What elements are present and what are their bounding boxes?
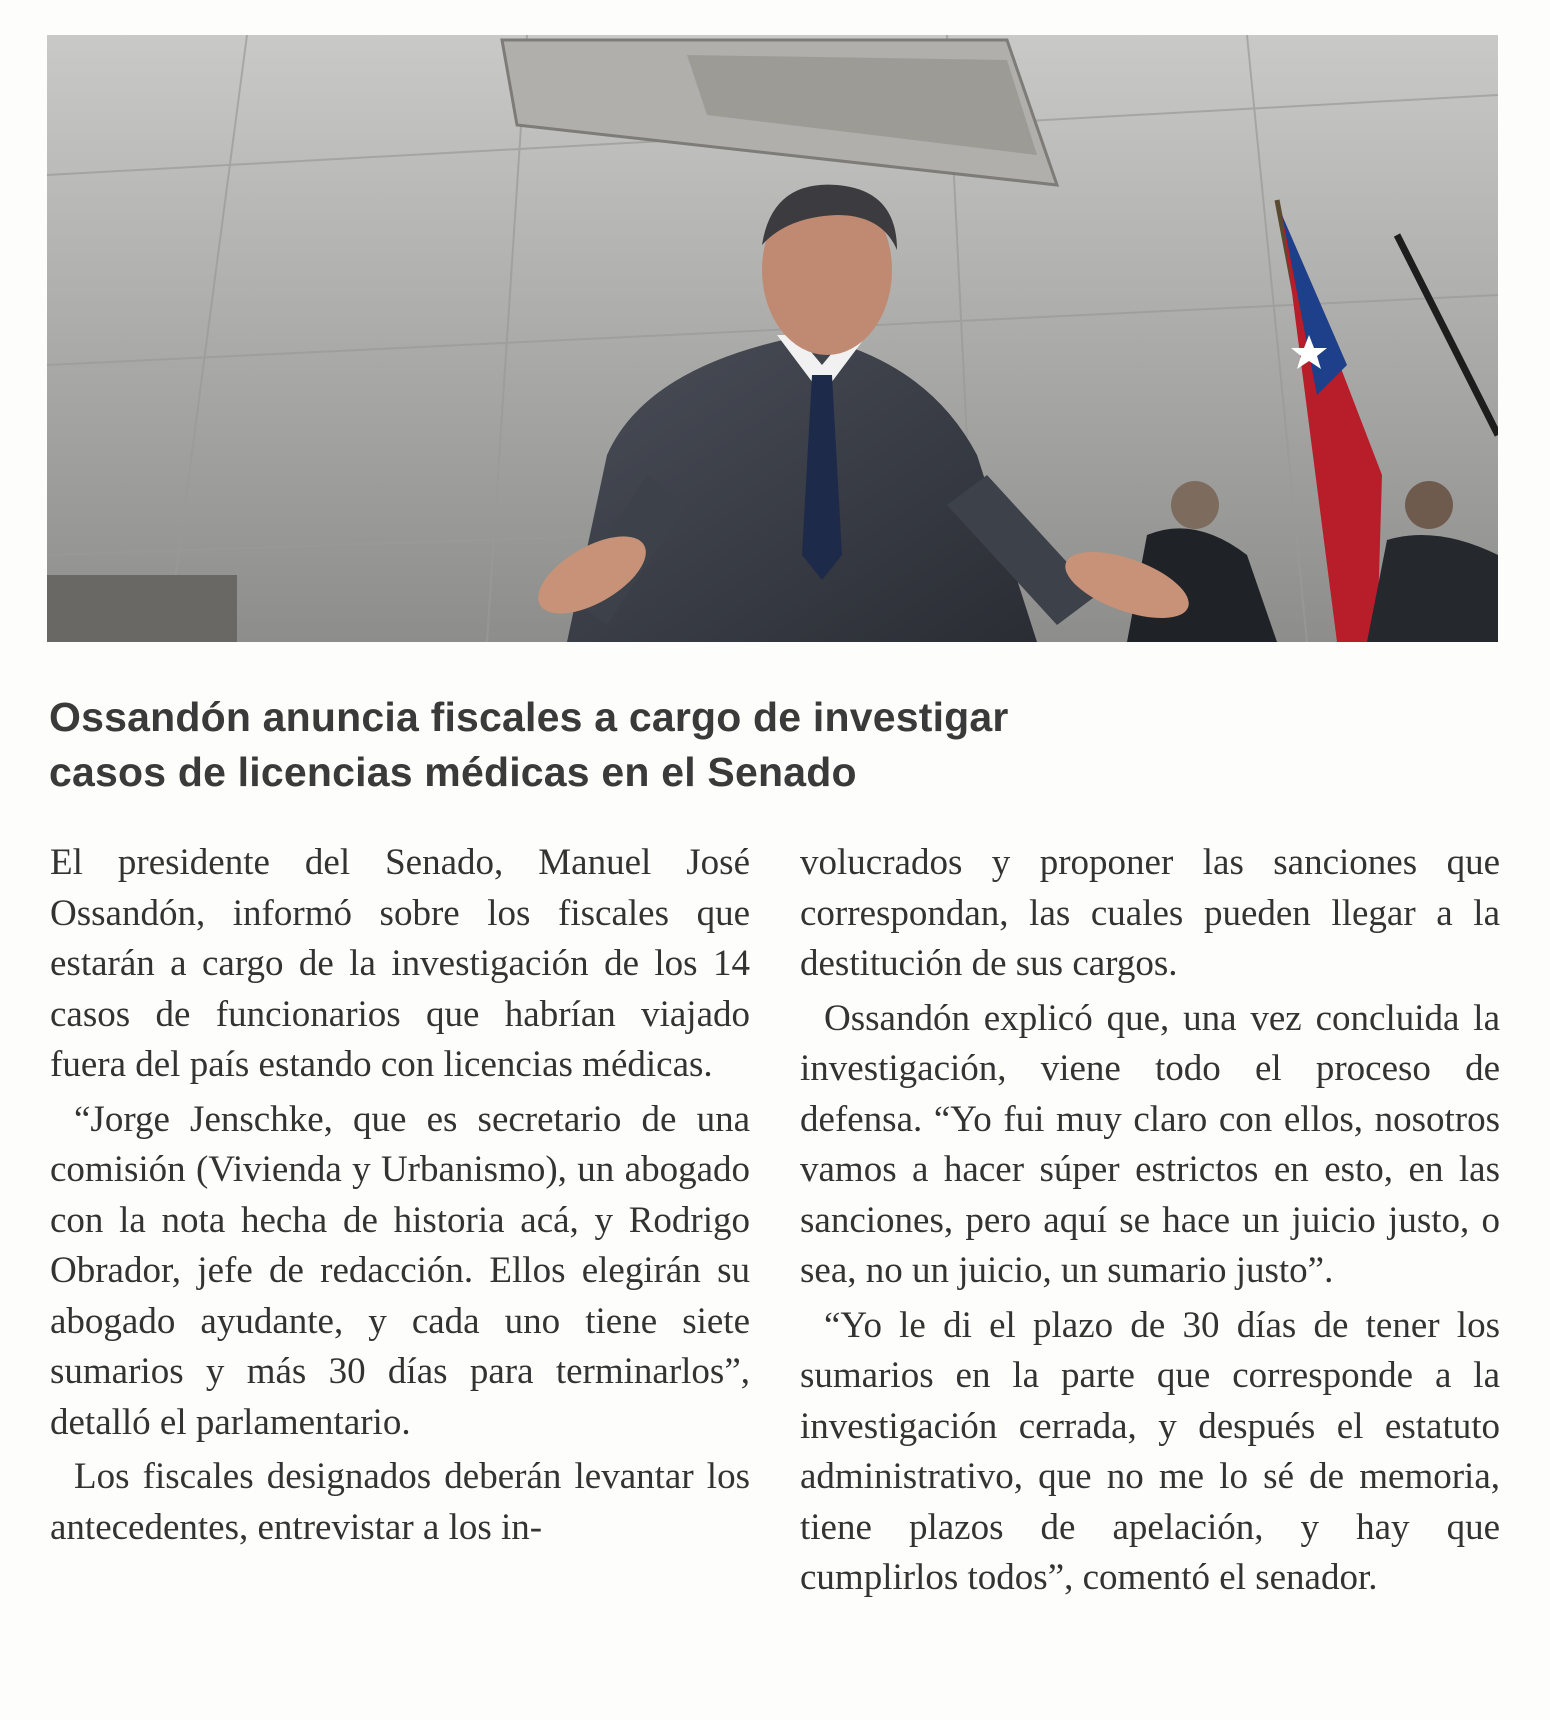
article-column-left — [50, 838, 750, 1553]
article-photo — [47, 35, 1498, 642]
paragraph-4: volucrados y proponer las sanciones que correspondan, las cuales pueden llegar a la destitución de sus cargos. — [800, 842, 1500, 984]
article-headline — [49, 690, 1449, 800]
headline-line-1: Ossandón anuncia fiscales a cargo de investigar — [49, 694, 1009, 740]
headline-line-2: casos de licencias médicas en el Senado — [49, 749, 857, 795]
paragraph-6: “Yo le di el plazo de 30 días de tener los sumarios en la parte que corresponde a la investigación cerrada, y después el estatuto administrativo, que no me lo sé de memoria, tiene plazos de apelación, y hay que cumplirlos todos”, comentó el senador. — [800, 1304, 1500, 1598]
paragraph-3: Los fiscales designados deberán levantar los antecedentes, entrevistar a los in- — [50, 1456, 750, 1548]
article-column-right — [800, 838, 1500, 1604]
senator-photo-illustration — [47, 35, 1498, 642]
paragraph-2: “Jorge Jenschke, que es secretario de una comisión (Vivienda y Urbanismo), un abogado con la nota hecha de historia acá, y Rodrigo Obrador, jefe de redacción. Ellos elegirán su abogado ayudante, y cada uno tiene siete sumarios y más 30 días para terminarlos”, detalló el parlamentario. — [50, 1098, 750, 1443]
paragraph-1: El presidente del Senado, Manuel José Ossandón, informó sobre los fiscales que estarán a cargo de la investigación de los 14 casos de funcionarios que habrían viajado fuera del país estando con licencias médicas. — [50, 842, 750, 1085]
paragraph-5: Ossandón explicó que, una vez concluida la investigación, viene todo el proceso de defensa. “Yo fui muy claro con ellos, nosotros vamos a hacer súper estrictos en esto, en las sanciones, pero aquí se hace un juicio justo, o sea, no un juicio, un sumario justo”. — [800, 997, 1500, 1291]
